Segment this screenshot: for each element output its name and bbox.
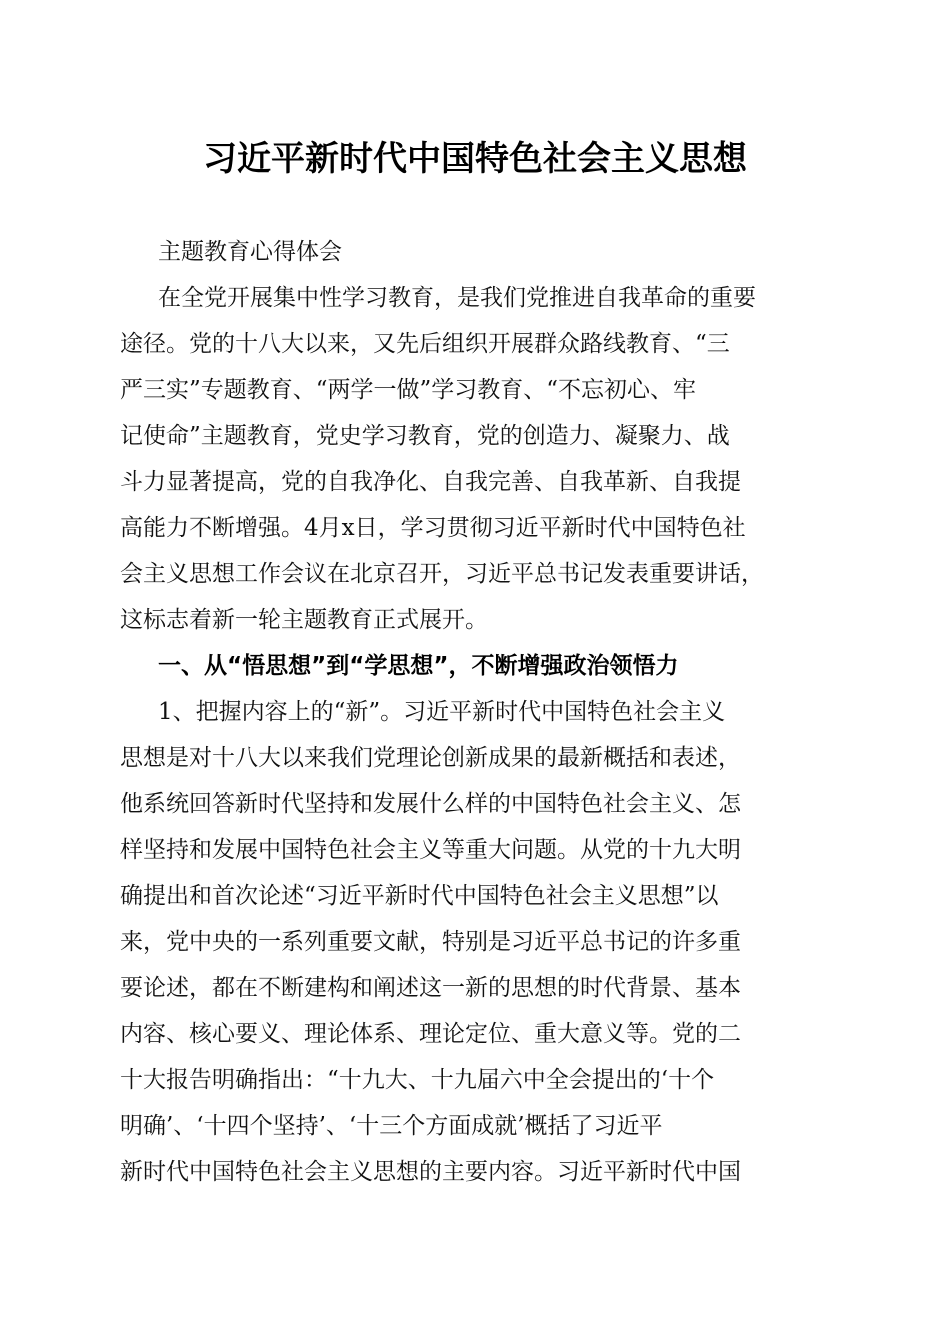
paragraph-line: 1、把握内容上的“新”。习近平新时代中国特色社会主义 xyxy=(158,699,726,725)
paragraph-line: 他系统回答新时代坚持和发展什么样的中国特色社会主义、怎 xyxy=(120,791,741,817)
paragraph-line: 明确’、‘十四个坚持’、‘十三个方面成就’概括了习近平 xyxy=(120,1113,663,1139)
paragraph-line: 思想是对十八大以来我们党理论创新成果的最新概括和表述， xyxy=(120,745,741,771)
paragraph-line: 严三实”专题教育、“两学一做”学习教育、“不忘初心、牢 xyxy=(120,377,697,403)
document-subtitle: 主题教育心得体会 xyxy=(158,239,342,265)
paragraph-line: 内容、核心要义、理论体系、理论定位、重大意义等。党的二 xyxy=(120,1021,741,1047)
paragraph-line: 斗力显著提高，党的自我净化、自我完善、自我革新、自我提 xyxy=(120,469,741,495)
paragraph-line: 途径。党的十八大以来，又先后组织开展群众路线教育、“三 xyxy=(120,331,730,357)
paragraph-line: 会主义思想工作会议在北京召开，习近平总书记发表重要讲话， xyxy=(120,561,764,587)
paragraph-line: 这标志着新一轮主题教育正式展开。 xyxy=(120,607,488,633)
paragraph-line: 高能力不断增强。4月x日，学习贯彻习近平新时代中国特色社 xyxy=(120,515,746,541)
paragraph-line: 确提出和首次论述“习近平新时代中国特色社会主义思想”以 xyxy=(120,883,719,909)
document-title: 习近平新时代中国特色社会主义思想 xyxy=(203,139,747,179)
paragraph-line: 十大报告明确指出：“十九大、十九届六中全会提出的‘十个 xyxy=(120,1067,715,1093)
paragraph-line: 新时代中国特色社会主义思想的主要内容。习近平新时代中国 xyxy=(120,1159,741,1185)
paragraph-line: 记使命”主题教育，党史学习教育，党的创造力、凝聚力、战 xyxy=(120,423,730,449)
paragraph-line: 样坚持和发展中国特色社会主义等重大问题。从党的十九大明 xyxy=(120,837,741,863)
section-heading: 一、从“悟思想”到“学思想”，不断增强政治领悟力 xyxy=(158,653,679,679)
paragraph-line: 要论述，都在不断建构和阐述这一新的思想的时代背景、基本 xyxy=(120,975,741,1001)
paragraph-line: 在全党开展集中性学习教育，是我们党推进自我革命的重要 xyxy=(158,285,756,311)
paragraph-line: 来，党中央的一系列重要文献，特别是习近平总书记的许多重 xyxy=(120,929,741,955)
